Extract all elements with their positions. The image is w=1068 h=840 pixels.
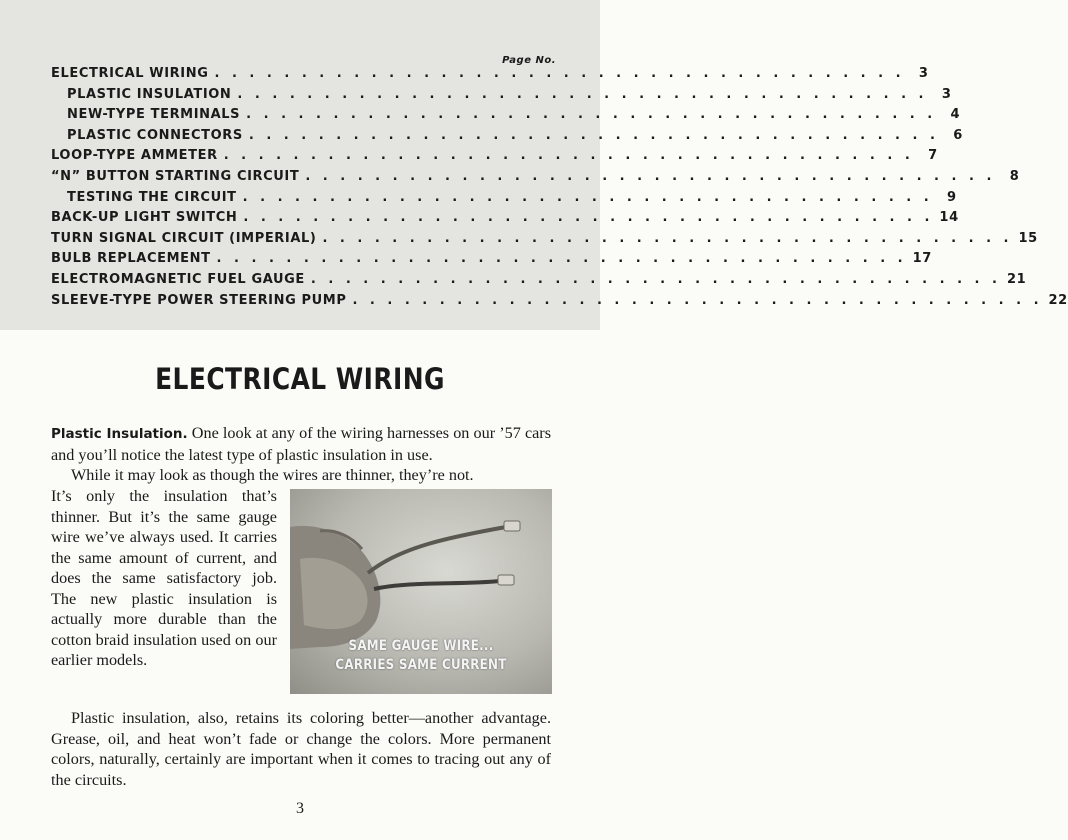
toc-leader-dots: . . . . . . . . . . . . . . . . . . . . . . . . . . . . . . . . . . . . . . . . (216, 251, 907, 267)
paragraph-wrap-text: It’s only the insulation that’s thinner. But it’s the same gauge wire we’ve always used. It carries the same amount of current, and does the same satisfactory job. The new plastic insulation is actually more durable than the cotton braid insulation used on our earlier models. (51, 487, 277, 669)
photo-caption-line-2: CARRIES SAME CURRENT (335, 657, 507, 673)
paragraph-intro (51, 423, 551, 486)
toc-entry (51, 210, 959, 231)
toc-entry-page: 15 (1018, 230, 1038, 246)
toc-entry (51, 271, 1027, 293)
toc-entry-page: 7 (928, 148, 938, 164)
toc-entry-title: LOOP-TYPE AMMETER (51, 148, 218, 164)
toc-entry (51, 168, 1020, 190)
toc-entry-page: 4 (950, 107, 961, 123)
paragraph-coloring: Plastic insulation, also, retains its coloring better—another advantage. Grease, oil, and heat won’t fade or change the colors. More permanent colors, naturally, certainly are important when it comes to tracing out any of the circuits. (51, 709, 551, 789)
toc-entry-page: 3 (941, 86, 952, 102)
toc-leader-dots: . . . . . . . . . . . . . . . . . . . . . . . . . . . . . . . . . . . . . . . . (214, 66, 905, 81)
page-number: 3 (296, 800, 304, 817)
toc-leader-dots: . . . . . . . . . . . . . . . . . . . . . . . . . . . . . . . . . . . . . . . . (237, 86, 928, 102)
toc-entry-title: SLEEVE-TYPE POWER STEERING PUMP (51, 292, 347, 308)
toc-entry-page: 14 (939, 210, 959, 226)
toc-entry (51, 189, 957, 211)
toc-entry-page: 22 (1048, 292, 1068, 308)
toc-entry (51, 127, 963, 149)
toc-entry (51, 230, 1038, 252)
section-title: ELECTRICAL WIRING (155, 362, 445, 396)
toc-entry-page: 21 (1006, 271, 1027, 287)
toc-page-header: Page No. (502, 55, 556, 66)
toc-entry-page: 17 (912, 251, 932, 267)
toc-entry-title: PLASTIC INSULATION (67, 86, 232, 102)
paragraph-lead-in: Plastic Insulation. (51, 426, 188, 442)
toc-entry (51, 292, 1068, 314)
wire-photo (290, 489, 552, 694)
photo-caption-line-1: SAME GAUGE WIRE... (348, 638, 494, 654)
toc-entry-page: 9 (947, 189, 957, 205)
toc-entry-page: 3 (918, 66, 929, 81)
table-of-contents (0, 0, 1068, 330)
toc-leader-dots: . . . . . . . . . . . . . . . . . . . . . . . . . . . . . . . . . . . . . . . . (310, 271, 1001, 287)
toc-entry-title: “N” BUTTON STARTING CIRCUIT (51, 168, 300, 184)
toc-leader-dots: . . . . . . . . . . . . . . . . . . . . . . . . . . . . . . . . . . . . . . . . (242, 189, 933, 205)
toc-leader-dots: . . . . . . . . . . . . . . . . . . . . . . . . . . . . . . . . . . . . . . . . (352, 292, 1043, 308)
toc-leader-dots: . . . . . . . . . . . . . . . . . . . . . . . . . . . . . . . . . . . . . . . . (322, 230, 1013, 246)
toc-entry-title: ELECTRICAL WIRING (51, 66, 209, 81)
toc-entry (51, 66, 929, 87)
toc-entry-title: BULB REPLACEMENT (51, 251, 211, 267)
toc-entry-page: 8 (1009, 168, 1020, 184)
toc-entry-title: ELECTROMAGNETIC FUEL GAUGE (51, 271, 305, 287)
toc-leader-dots: . . . . . . . . . . . . . . . . . . . . . . . . . . . . . . . . . . . . . . . . (305, 168, 996, 184)
toc-entry-title: PLASTIC CONNECTORS (67, 127, 243, 143)
toc-entry-title: TESTING THE CIRCUIT (67, 189, 237, 205)
toc-entry (51, 148, 938, 169)
toc-entry-title: BACK-UP LIGHT SWITCH (51, 210, 238, 226)
toc-entry (51, 107, 961, 128)
paragraph-two-lead: While it may look as though the wires are thinner, they’re not. (71, 466, 474, 484)
paragraph-intro-text: One look at any of the wiring harnesses on our ’57 cars and you’ll notice the latest type of plastic insulation in use. (51, 424, 552, 464)
toc-entry-title: TURN SIGNAL CIRCUIT (IMPERIAL) (51, 230, 317, 246)
toc-leader-dots: . . . . . . . . . . . . . . . . . . . . . . . . . . . . . . . . . . . . . . . . (248, 127, 939, 143)
toc-entry-page: 6 (953, 127, 963, 143)
toc-leader-dots: . . . . . . . . . . . . . . . . . . . . . . . . . . . . . . . . . . . . . . . . (223, 148, 914, 164)
toc-entry (51, 251, 932, 272)
toc-list (51, 66, 1068, 313)
toc-entry-title: NEW-TYPE TERMINALS (67, 107, 241, 123)
toc-entry (51, 86, 952, 108)
toc-leader-dots: . . . . . . . . . . . . . . . . . . . . . . . . . . . . . . . . . . . . . . . . (243, 210, 934, 226)
toc-leader-dots: . . . . . . . . . . . . . . . . . . . . . . . . . . . . . . . . . . . . . . . . (246, 107, 937, 123)
